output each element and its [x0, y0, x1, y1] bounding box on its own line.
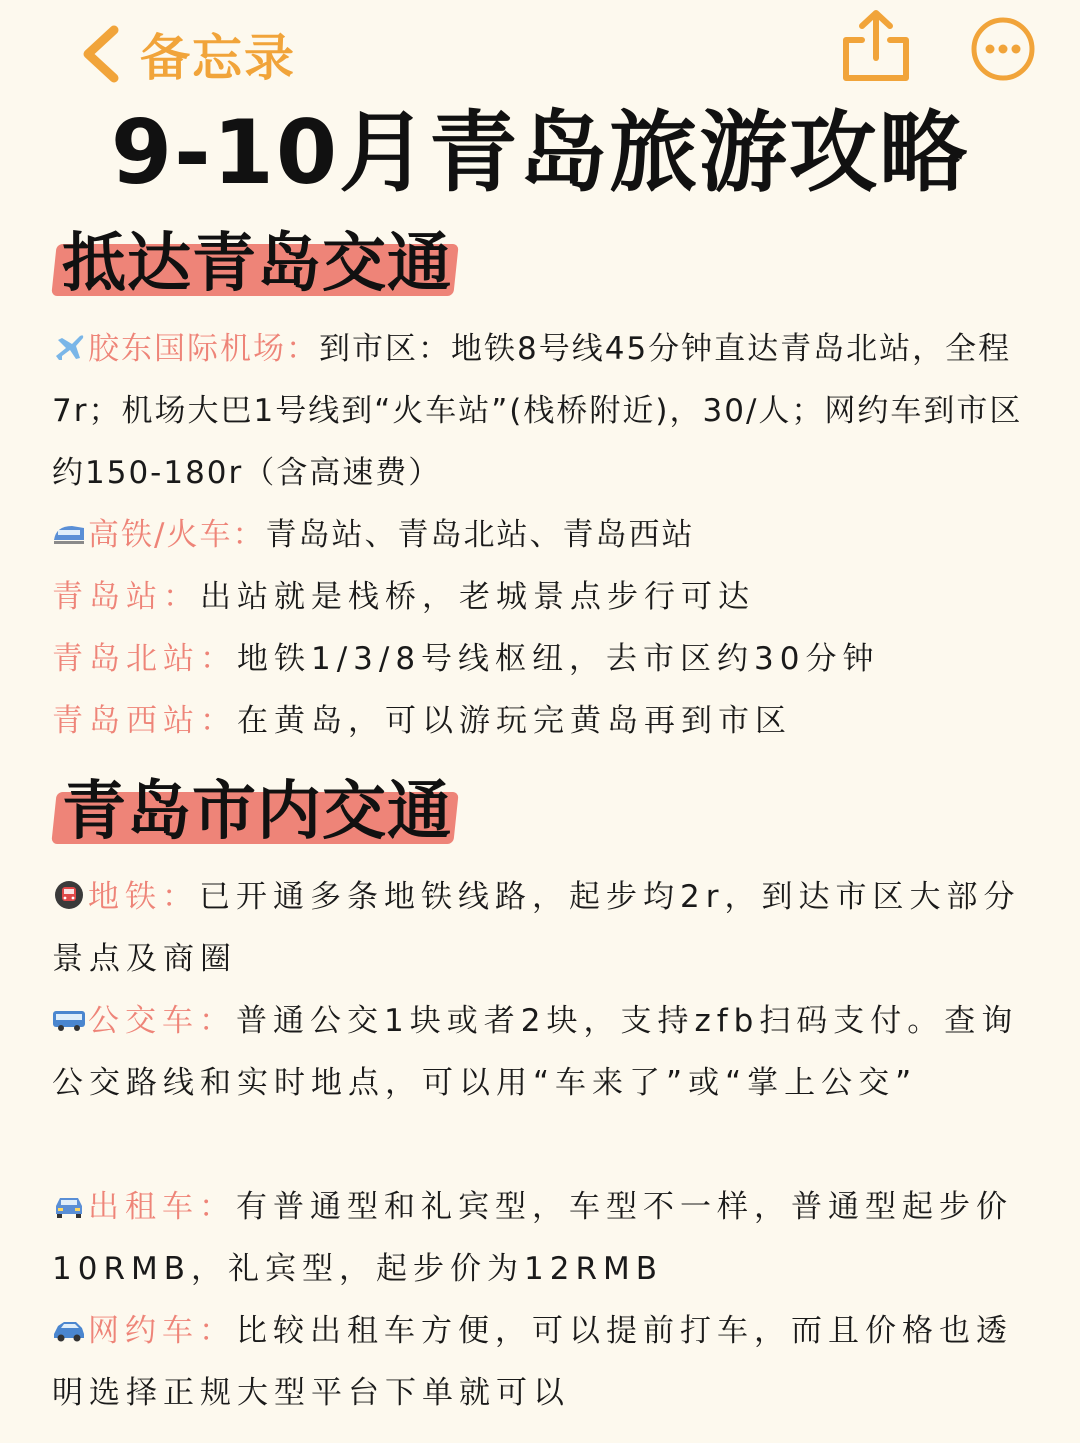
- list-item: 地铁：已开通多条地铁线路，起步均2r，到达市区大部分景点及商圈: [52, 879, 1021, 977]
- chevron-left-icon: [70, 22, 132, 86]
- top-nav-bar: [0, 0, 1080, 100]
- list-item: 高铁/火车：青岛站、青岛北站、青岛西站: [52, 504, 1037, 566]
- train-icon: [52, 518, 86, 548]
- airplane-icon: [52, 332, 86, 362]
- list-item: 胶东国际机场：到市区：地铁8号线45分钟直达青岛北站，全程7r；机场大巴1号线到“火车站”(栈桥附近)，30/人；网约车到市区约150-180r（含高速费）: [52, 331, 1023, 491]
- section-heading-city-transport: 青岛市内交通: [54, 774, 452, 850]
- back-label: 备忘录: [140, 29, 296, 87]
- bus-icon: [52, 1004, 86, 1034]
- back-button[interactable]: [70, 18, 296, 90]
- taxi-icon: [52, 1190, 86, 1220]
- note-title: 9-10月青岛旅游攻略: [110, 101, 970, 204]
- list-item: 出租车：有普通型和礼宾型，车型不一样，普通型起步价10RMB，礼宾型，起步价为12RMB: [52, 1189, 1013, 1287]
- list-item: 青岛北站：地铁1/3/8号线枢纽，去市区约30分钟: [52, 641, 880, 677]
- list-item: 公交车：普通公交1块或者2块，支持zfb扫码支付。查询公交路线和实时地点，可以用“车来了”或“掌上公交”: [52, 1003, 1019, 1101]
- list-item: 网约车：比较出租车方便，可以提前打车，而且价格也透明选择正规大型平台下单就可以: [52, 1313, 1013, 1411]
- list-item: 青岛站：出站就是栈桥，老城景点步行可达: [52, 579, 755, 615]
- car-icon: [52, 1314, 86, 1344]
- more-icon[interactable]: [970, 16, 1036, 82]
- share-icon[interactable]: [838, 8, 914, 84]
- section-heading-arrival: 抵达青岛交通: [54, 226, 452, 302]
- metro-icon: [52, 880, 86, 910]
- list-item: 青岛西站：在黄岛，可以游玩完黄岛再到市区: [52, 703, 792, 739]
